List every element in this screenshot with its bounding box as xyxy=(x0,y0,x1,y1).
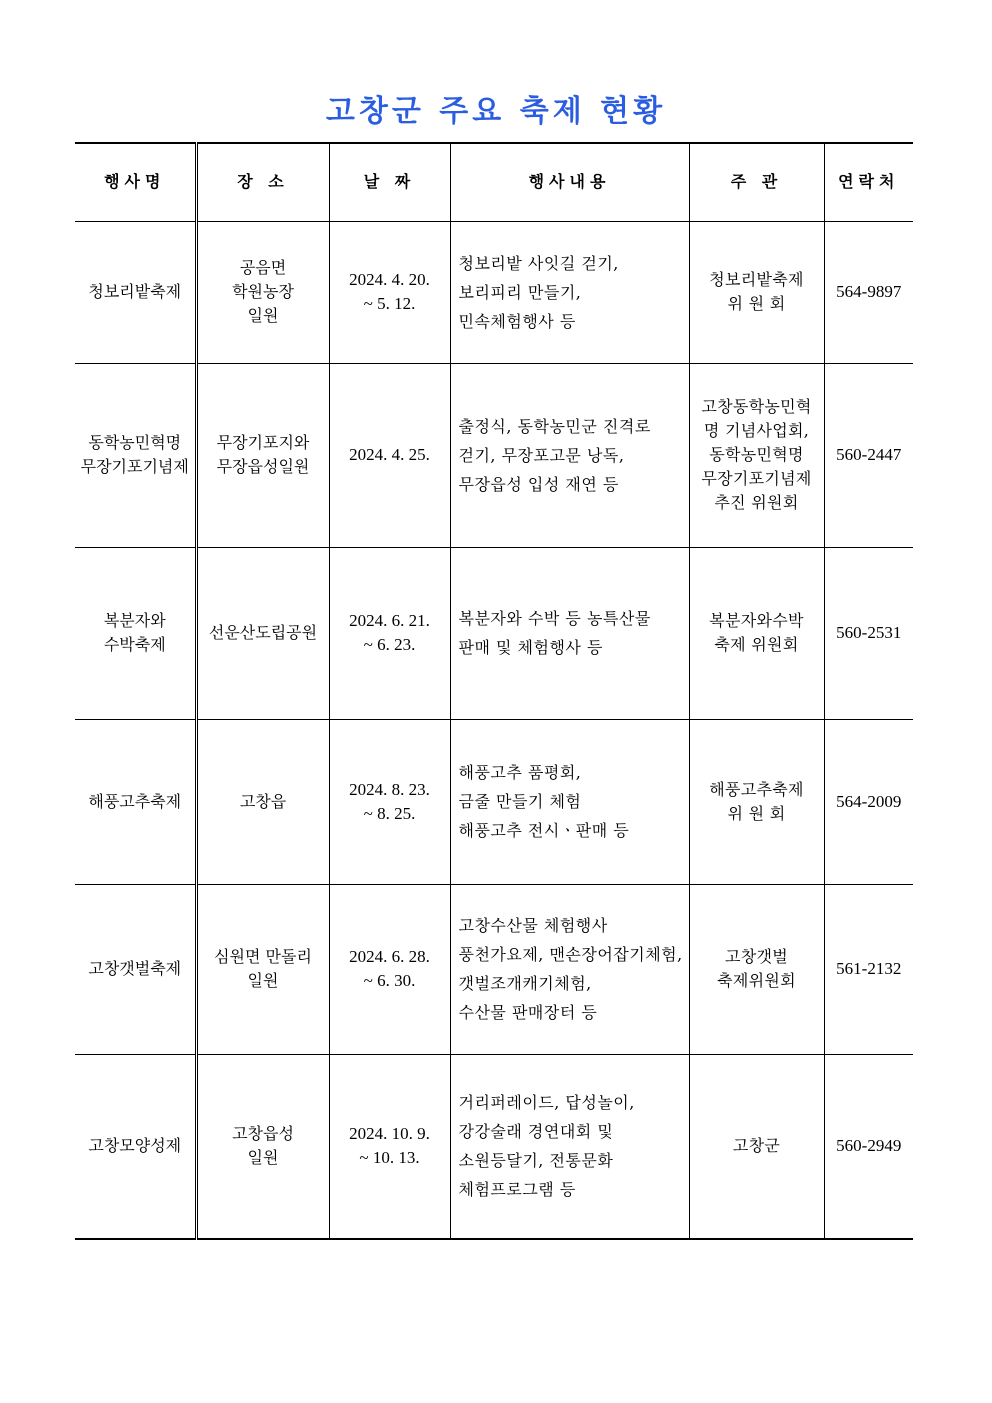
event-name-cell: 고창모양성제 xyxy=(75,1054,196,1239)
date-cell: 2024. 10. 9. ~ 10. 13. xyxy=(329,1054,450,1239)
table-row xyxy=(75,363,913,547)
header-event-name: 행사명 xyxy=(75,143,196,221)
location-cell: 선운산도립공원 xyxy=(196,547,329,719)
festival-table xyxy=(75,142,913,1240)
host-cell: 복분자와수박 축제 위원회 xyxy=(689,547,824,719)
event-name-cell: 해풍고추축제 xyxy=(75,719,196,884)
header-host: 주 관 xyxy=(689,143,824,221)
event-name-cell: 청보리밭축제 xyxy=(75,221,196,363)
table-row xyxy=(75,1054,913,1239)
location-cell: 고창읍성 일원 xyxy=(196,1054,329,1239)
content-cell: 해풍고추 품평회, 금줄 만들기 체험 해풍고추 전시ㆍ판매 등 xyxy=(450,719,689,884)
content-cell: 출정식, 동학농민군 진격로 걷기, 무장포고문 낭독, 무장읍성 입성 재연 등 xyxy=(450,363,689,547)
table-row xyxy=(75,547,913,719)
contact-cell: 561-2132 xyxy=(824,884,913,1054)
host-cell: 고창동학농민혁 명 기념사업회, 동학농민혁명 무장기포기념제 추진 위원회 xyxy=(689,363,824,547)
table-row xyxy=(75,884,913,1054)
event-name-cell: 복분자와 수박축제 xyxy=(75,547,196,719)
host-cell: 해풍고추축제 위 원 회 xyxy=(689,719,824,884)
content-cell: 복분자와 수박 등 농특산물 판매 및 체험행사 등 xyxy=(450,547,689,719)
host-cell: 고창갯벌 축제위원회 xyxy=(689,884,824,1054)
content-cell: 청보리밭 사잇길 걷기, 보리피리 만들기, 민속체험행사 등 xyxy=(450,221,689,363)
table-row xyxy=(75,719,913,884)
contact-cell: 560-2949 xyxy=(824,1054,913,1239)
location-cell: 고창읍 xyxy=(196,719,329,884)
header-location: 장 소 xyxy=(196,143,329,221)
host-cell: 청보리밭축제 위 원 회 xyxy=(689,221,824,363)
header-date: 날 짜 xyxy=(329,143,450,221)
host-cell: 고창군 xyxy=(689,1054,824,1239)
content-cell: 고창수산물 체험행사 풍천가요제, 맨손장어잡기체험, 갯벌조개캐기체험, 수산물 판매장터 등 xyxy=(450,884,689,1054)
contact-cell: 564-9897 xyxy=(824,221,913,363)
location-cell: 무장기포지와 무장읍성일원 xyxy=(196,363,329,547)
event-name-cell: 고창갯벌축제 xyxy=(75,884,196,1054)
header-content: 행사내용 xyxy=(450,143,689,221)
table-header-row xyxy=(75,143,913,221)
date-cell: 2024. 6. 21. ~ 6. 23. xyxy=(329,547,450,719)
contact-cell: 564-2009 xyxy=(824,719,913,884)
contact-cell: 560-2447 xyxy=(824,363,913,547)
event-name-cell: 동학농민혁명 무장기포기념제 xyxy=(75,363,196,547)
date-cell: 2024. 4. 20. ~ 5. 12. xyxy=(329,221,450,363)
header-contact: 연락처 xyxy=(824,143,913,221)
location-cell: 심원면 만돌리 일원 xyxy=(196,884,329,1054)
page-title: 고창군 주요 축제 현황 xyxy=(325,94,667,129)
contact-cell: 560-2531 xyxy=(824,547,913,719)
date-cell: 2024. 4. 25. xyxy=(329,363,450,547)
content-cell: 거리퍼레이드, 답성놀이, 강강술래 경연대회 및 소원등달기, 전통문화 체험프로그램 등 xyxy=(450,1054,689,1239)
table-row xyxy=(75,221,913,363)
location-cell: 공음면 학원농장 일원 xyxy=(196,221,329,363)
date-cell: 2024. 6. 28. ~ 6. 30. xyxy=(329,884,450,1054)
date-cell: 2024. 8. 23. ~ 8. 25. xyxy=(329,719,450,884)
